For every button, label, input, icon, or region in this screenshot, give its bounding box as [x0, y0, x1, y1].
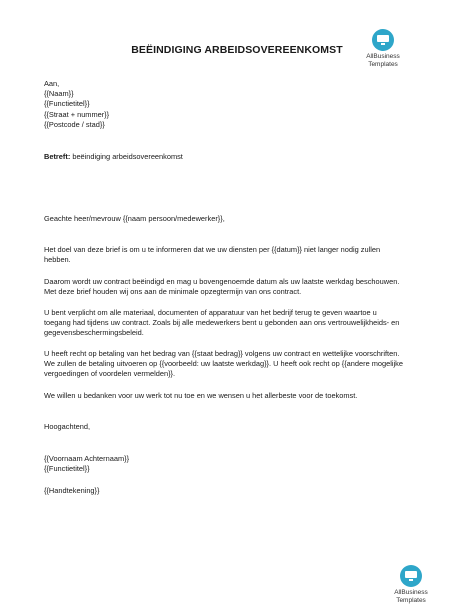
paragraph-line: U bent verplicht om alle materiaal, documenten of apparatuur van het bedrijf terug te geven waartoe u: [44, 308, 377, 317]
paragraph-4: [44, 349, 436, 380]
closing: [44, 422, 436, 432]
paragraph-line: Daarom wordt uw contract beëindigd en mag u bovengenoemde datum als uw laatste werkdag beschouwen.: [44, 277, 400, 286]
address-postcode: {{Postcode / stad}}: [44, 119, 105, 129]
signature-function: {{Functietitel}}: [44, 464, 90, 474]
paragraph-line: vergoedingen of voordelen vermelden}}.: [44, 369, 176, 379]
address-block: [44, 79, 436, 130]
paragraph-line: We willen u bedanken voor uw werk tot nu toe en we wensen u het allerbeste voor de toekomst.: [44, 391, 358, 400]
brand-logo-bottom: [383, 565, 439, 604]
address-to: Aan,: [44, 79, 60, 88]
paragraph-line: toegang had tijdens uw contract. Zoals bij alle medewerkers bent u gebonden aan ons vertrouwelijkheids- en: [44, 318, 400, 328]
brand-name: [383, 589, 439, 604]
signature-name: {{Voornaam Achternaam}}: [44, 454, 130, 463]
signature-placeholder: {{Handtekening}}: [44, 486, 100, 495]
paragraph-3: [44, 308, 436, 339]
brand-name-line2: Templates: [396, 596, 426, 604]
salutation: [44, 214, 436, 224]
paragraph-line: Het doel van deze brief is om u te informeren dat we uw diensten per {{datum}} niet langer nodig zullen: [44, 245, 381, 254]
brand-name: [355, 53, 411, 68]
brand-logo-top: [355, 29, 411, 68]
brand-name-line1: AllBusiness: [394, 589, 428, 596]
paragraph-line: hebben.: [44, 255, 71, 265]
paragraph-line: U heeft recht op betaling van het bedrag van {{staat bedrag}} volgens uw contract en wettelijke voorschriften.: [44, 349, 400, 358]
signature-block: [44, 454, 436, 474]
letter-title: BEËINDIGING ARBEIDSOVEREENKOMST: [131, 44, 343, 56]
paragraph-2: [44, 277, 436, 297]
monitor-icon: [372, 29, 394, 51]
address-name: {{Naam}}: [44, 89, 74, 99]
paragraph-line: gegevensbeschermingsbeleid.: [44, 328, 144, 338]
salutation-text: Geachte heer/mevrouw {{naam persoon/medewerker}},: [44, 214, 225, 223]
address-function: {{Functietitel}}: [44, 99, 90, 109]
address-street: {{Straat + nummer}}: [44, 109, 110, 119]
subject-label: Betreft:: [44, 152, 71, 161]
subject-text: beëindiging arbeidsovereenkomst: [70, 152, 183, 161]
paragraph-line: We zullen de betaling uitvoeren op {{voorbeeld: uw laatste werkdag}}. U heeft ook recht op {{andere mogelijke: [44, 359, 403, 369]
closing-text: Hoogachtend,: [44, 422, 91, 431]
monitor-icon: [400, 565, 422, 587]
brand-name-line2: Templates: [368, 60, 398, 68]
paragraph-5: [44, 391, 436, 401]
subject-line: [44, 152, 436, 162]
brand-name-line1: AllBusiness: [366, 53, 400, 60]
paragraph-1: [44, 245, 436, 265]
paragraph-line: Met deze brief houden wij ons aan de minimale opzegtermijn van ons contract.: [44, 287, 302, 297]
signature-handwriting: [44, 486, 436, 496]
